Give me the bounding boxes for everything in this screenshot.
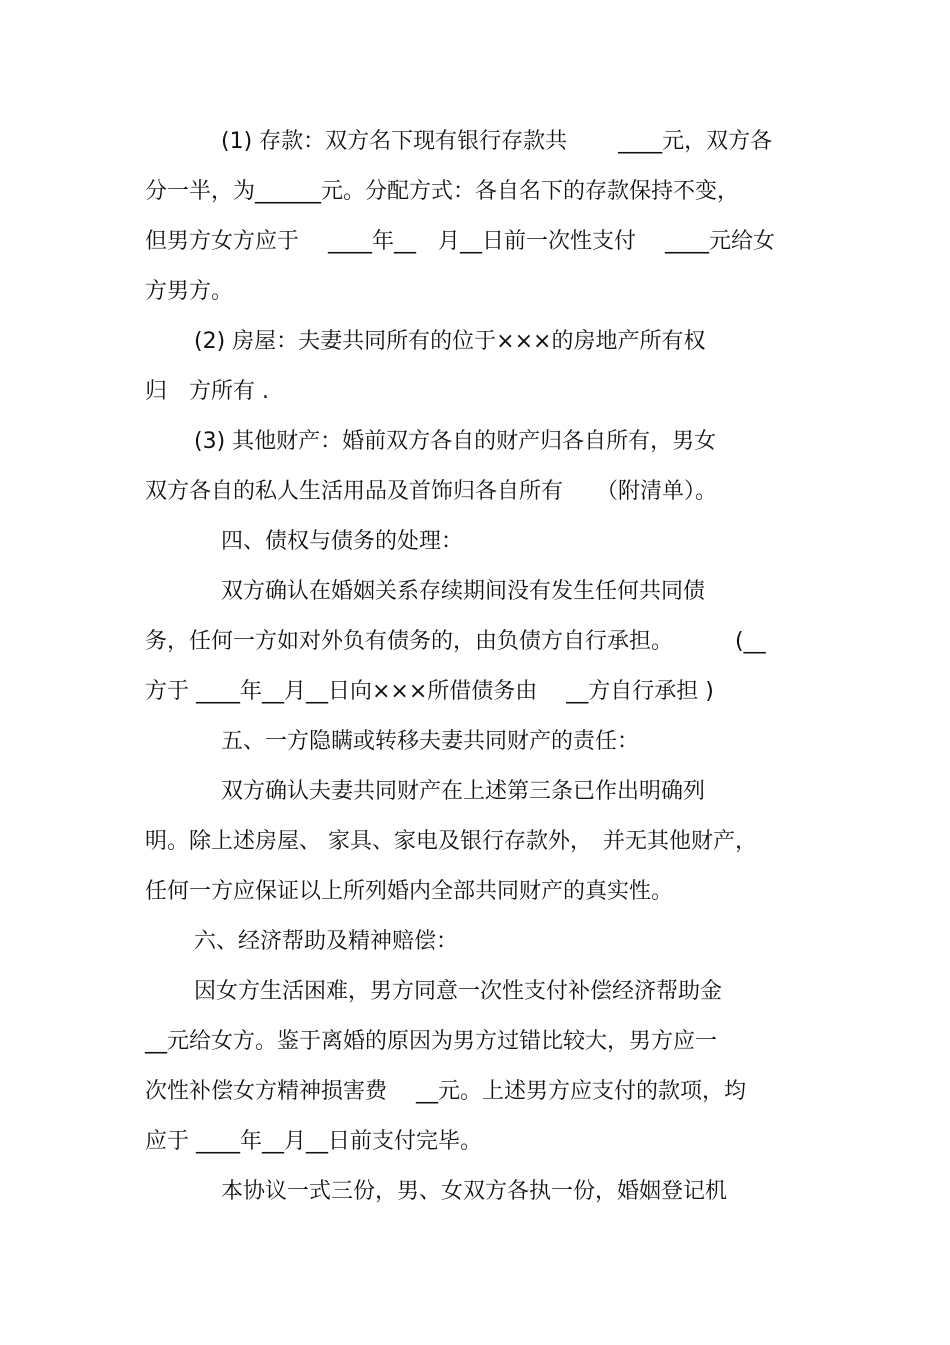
section-six-heading: 六、经济帮助及精神赔偿： <box>194 929 459 954</box>
compensation-clause-line-1: 因女方生活困难，男方同意一次性支付补偿经济帮助金 <box>194 979 723 1004</box>
debt-clause-line-3: 方于 ____年__月__日向×××所借债务由 __方自行承担 ) <box>145 679 714 704</box>
debt-clause-line-1: 双方确认在婚姻关系存续期间没有发生任何共同债 <box>221 579 706 604</box>
copies-clause-line-1: 本协议一式三份，男、女双方各执一份，婚姻登记机 <box>221 1179 728 1204</box>
house-clause-line-1: (2) 房屋：夫妻共同所有的位于×××的房地产所有权 <box>194 329 706 354</box>
savings-clause-line-3: 但男方女方应于 ____年__ 月__日前一次性支付 ____元给女 <box>145 229 775 254</box>
section-four-heading: 四、债权与债务的处理： <box>221 529 464 554</box>
section-five-heading: 五、一方隐瞒或转移夫妻共同财产的责任： <box>221 729 640 754</box>
house-clause-line-2: 归 方所有 . <box>145 379 269 404</box>
savings-clause-line-1: (1) 存款：双方名下现有银行存款共 ____元，双方各 <box>221 129 773 154</box>
savings-clause-line-2: 分一半，为______元。分配方式：各自名下的存款保持不变， <box>145 179 740 204</box>
compensation-clause-line-4: 应于 ____年__月__日前支付完毕。 <box>145 1129 482 1154</box>
concealment-clause-line-3: 任何一方应保证以上所列婚内全部共同财产的真实性。 <box>145 879 674 904</box>
savings-clause-line-4: 方男方。 <box>145 279 234 304</box>
other-property-line-1: (3) 其他财产：婚前双方各自的财产归各自所有，男女 <box>194 429 717 454</box>
other-property-line-2: 双方各自的私人生活用品及首饰归各自所有 （附清单）。 <box>145 479 718 504</box>
compensation-clause-line-3: 次性补偿女方精神损害费 __元。上述男方应支付的款项，均 <box>145 1079 746 1104</box>
concealment-clause-line-2: 明。除上述房屋、 家具、家电及银行存款外， 并无其他财产， <box>145 829 757 854</box>
compensation-clause-line-2: __元给女方。鉴于离婚的原因为男方过错比较大，男方应一 <box>145 1029 718 1054</box>
debt-clause-line-2: 务，任何一方如对外负有债务的，由负债方自行承担。 (__ <box>145 629 766 654</box>
concealment-clause-line-1: 双方确认夫妻共同财产在上述第三条已作出明确列 <box>221 779 706 804</box>
